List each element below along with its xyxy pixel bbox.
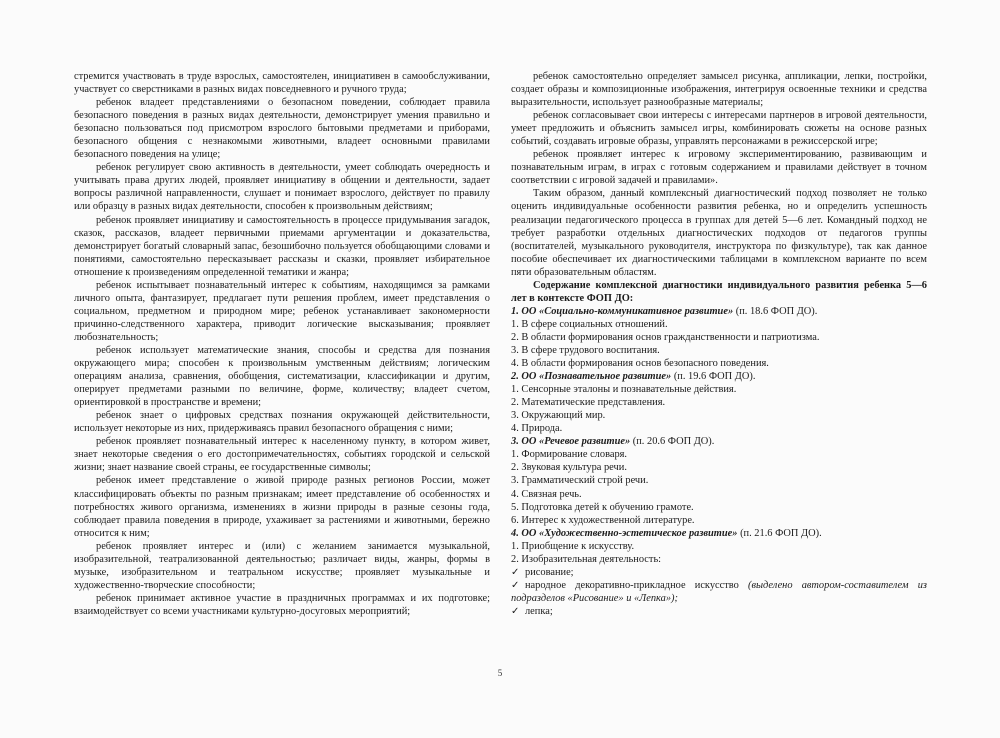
page-number: 5 (497, 668, 503, 678)
paragraph: ребенок знает о цифровых средствах познания окружающей действительности, использует некоторые из них, придерживаясь правил безопасного обращения с ними; (74, 410, 490, 435)
area-reference: (п. 19.6 ФОП ДО). (673, 371, 756, 383)
right-column (511, 70, 927, 618)
paragraph: ребенок имеет представление о живой природе разных регионов России, может классифицировать объекты по разным признакам; имеет представление об особенностях и потребностях живого организма, изменениях в жизни природы в разные сезоны года, соблюдает правила поведения в природе, ухаживает за растениями и животными, бережно относится к ним; (74, 475, 490, 539)
list-item: 1. Приобщение к искусству. (511, 540, 635, 552)
paragraph: ребенок использует математические знания, способы и средства для познания окружающего мира; способен к произвольным умственным действиям; логическим операциям анализа, сравнения, обобщения, систематизации, классификации и другим, оперирует предметами разными по величине, форме, количеству; владеет счетом, ориентировкой в пространстве и времени; (74, 344, 490, 409)
list-item: 2. Математические представления. (511, 397, 666, 409)
area-number: 3. (511, 436, 519, 448)
checklist-text: лепка; (525, 605, 553, 617)
list-item: 6. Интерес к художественной литературе. (511, 514, 695, 526)
checklist-note: (выделено автором-составителем из подразделов «Рисование» и «Лепка»); (511, 579, 927, 604)
section-heading: Содержание комплексной диагностики индивидуального развития ребенка 5—6 лет в контексте ФОП ДО: (511, 279, 927, 304)
checklist-text: рисование; (525, 566, 574, 578)
paragraph: ребенок регулирует свою активность в деятельности, умеет соблюдать очередность и учитывать права других людей, проявляет инициативу в общении и деятельности, задает вопросы различной направленности, слушает и понимает взрослого, действует по правилу или образцу в разных видах деятельности, способен к произвольным действиям; (74, 162, 490, 213)
paragraph: ребенок проявляет инициативу и самостоятельность в процессе придумывания загадок, сказок, рассказов, владеет первичными приемами аргументации и доказательства, демонстрирует богатый словарный запас, безошибочно пользуется обобщающими словами и понятиями, самостоятельно пересказывает рассказы и сказки, проявляет избирательное отношение к произведениям определенной тематики и жанра; (74, 214, 490, 278)
area-reference: (п. 20.6 ФОП ДО). (632, 436, 715, 448)
paragraph: ребенок владеет представлениями о безопасном поведении, соблюдает правила безопасного поведения в разных видах деятельности, демонстрирует умения правильно и безопасно пользоваться под присмотром взрослого бытовыми предметами и приборами, безопасного общения с незнакомыми животными, владеет основными правилами безопасного поведения на улице; (74, 97, 490, 161)
checkmark-icon: ✓ (511, 605, 520, 617)
list-item: 3. Окружающий мир. (511, 410, 606, 422)
area-heading (511, 370, 927, 383)
area-title: ОО «Речевое развитие» (521, 436, 631, 448)
list-item: 2. Звуковая культура речи. (511, 462, 627, 474)
left-column (74, 70, 490, 618)
list-item: 3. Грамматический строй речи. (511, 475, 649, 487)
area-heading (511, 527, 927, 540)
paragraph: ребенок испытывает познавательный интерес к событиям, находящимся за рамками личного опыта, фантазирует, предлагает пути решения проблем, имеет представления о социальном, предметном и природном мире; ребенок устанавливает закономерности причинно-следственного характера, приводит логические высказывания; проявляет любознательность; (74, 279, 490, 343)
list-item: 4. В области формирования основ безопасного поведения. (511, 358, 769, 370)
area-reference: (п. 21.6 ФОП ДО). (740, 527, 822, 539)
list-item: 4. Природа. (511, 423, 563, 435)
checklist-item (511, 566, 927, 579)
area-number: 4. (511, 527, 519, 539)
area-heading (511, 305, 927, 318)
area-heading (511, 435, 927, 448)
list-item: 4. Связная речь. (511, 488, 582, 500)
list-item: 2. В области формирования основ гражданственности и патриотизма. (511, 331, 820, 343)
list-item: 5. Подготовка детей к обучению грамоте. (511, 501, 694, 513)
area-number: 1. (511, 305, 519, 317)
paragraph: ребенок самостоятельно определяет замысел рисунка, аппликации, лепки, постройки, создает образы и композиционные изображения, интегрируя освоенные техники и средства выразительности, использует разнообразные материалы; (511, 71, 927, 109)
checklist-item (511, 579, 927, 605)
checklist-text: народное декоративно-прикладное искусство (525, 579, 739, 591)
list-item: 2. Изобразительная деятельность: (511, 553, 662, 565)
area-title: ОО «Художественно-эстетическое развитие» (521, 527, 738, 539)
area-title: ОО «Познавательное развитие» (521, 371, 672, 383)
paragraph: ребенок согласовывает свои интересы с интересами партнеров в игровой деятельности, умеет предложить и объяснить замысел игры, комбинировать сюжеты на основе разных событий, создавать игровые образы, управлять персонажами в режиссерской игре; (511, 110, 927, 148)
list-item: 3. В сфере трудового воспитания. (511, 344, 660, 356)
list-item: 1. Сенсорные эталоны и познавательные действия. (511, 384, 737, 396)
paragraph: ребенок проявляет интерес к игровому экспериментированию, развивающим и познавательным играм, в играх с готовым содержанием и правилами действует в точном соответствии с игровой задачей и правилами». (511, 149, 927, 187)
area-reference: (п. 18.6 ФОП ДО). (735, 305, 818, 317)
paragraph: ребенок проявляет познавательный интерес к населенному пункту, в котором живет, знает некоторые сведения о его достопримечательностях, событиях городской и сельской жизни; знает название своей страны, ее государственные символы; (74, 436, 490, 474)
paragraph: ребенок принимает активное участие в праздничных программах и их подготовке; взаимодействует со всеми участниками культурно-досуговых мероприятий; (74, 592, 490, 617)
paragraph: Таким образом, данный комплексный диагностический подход позволяет не только оценить индивидуальные особенности развития ребенка, но и определить успешность реализации педагогического процесса в группах для детей 5—6 лет. Командный подход не требует разработки отдельных диагностических подходов от педагогов группы (воспитателей, музыкального руководителя, инструктора по физкультуре), так как данное пособие обеспечивает их диагностическими таблицами в комплексном варианте по всем пяти образовательным областям. (511, 188, 927, 278)
list-item: 1. Формирование словаря. (511, 449, 628, 461)
paragraph: ребенок проявляет интерес и (или) с желанием занимается музыкальной, изобразительной, театрализованной деятельностью; различает виды, жанры, формы в музыке, изобразительном и театральном искусстве; проявляет музыкальные и художественно-творческие способности; (74, 540, 490, 591)
checkmark-icon: ✓ (511, 579, 520, 591)
area-number: 2. (511, 371, 519, 383)
checkmark-icon: ✓ (511, 566, 520, 578)
area-title: ОО «Социально-коммуникативное развитие» (521, 305, 734, 317)
paragraph: стремится участвовать в труде взрослых, самостоятелен, инициативен в самообслуживании, участвует со сверстниками в разных видах повседневного и ручного труда; (74, 71, 490, 96)
list-item: 1. В сфере социальных отношений. (511, 318, 668, 330)
checklist-item (511, 605, 927, 618)
